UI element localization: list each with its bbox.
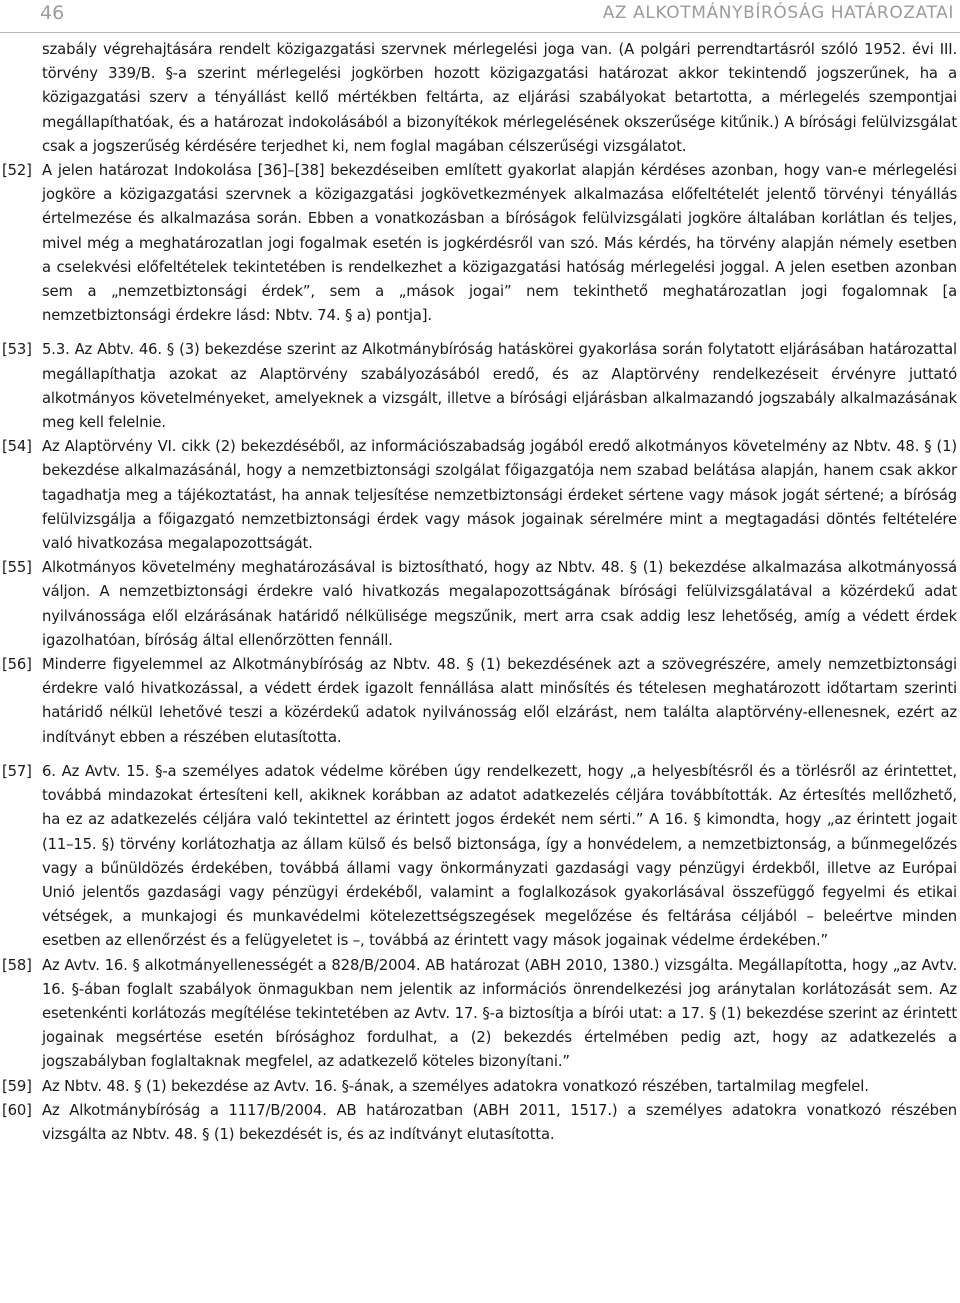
paragraph-number: [54]: [2, 438, 32, 456]
paragraph-text: Az Avtv. 16. § alkotmányellenességét a 828/B/2004. AB határozat (ABH 2010, 1380.) vizsgálta. Megállapította, hogy „az Avtv. 16. §-ában foglalt szabályok önmagukban nem jelentik az információs önrendelkezési jog aránytalan korlátozását sem. Az esetenkénti korlátozás megítélése tekintetében az Avtv. 17. §-a biztosítja a bírói utat: a 17. § (1) bekezdése szerint az érintett jogainak megsértése esetén bírósághoz fordulhat, a (2) bekezdés értelmében pedig azt, hogy az adatkezelés a jogszabályban foglaltaknak megfelel, az adatkezelő köteles bizonyítani.”: [42, 956, 957, 1071]
paragraph-number: [55]: [2, 559, 32, 577]
paragraph-text: Az Alkotmánybíróság a 1117/B/2004. AB határozatban (ABH 2011, 1517.) a személyes adatokra vonatkozó részében vizsgálta az Nbtv. 48. § (1) bekezdését is, és az indítványt elutasította.: [42, 1101, 957, 1143]
paragraph-number: [60]: [2, 1101, 32, 1119]
paragraph-text: Alkotmányos követelmény meghatározásával is biztosítható, hogy az Nbtv. 48. § (1) bekezdése alkalmazása alkotmányossá váljon. A nemzetbiztonsági érdekre való hivatkozás megalapozottságának bírósági felülvizsgálatával a közérdekű adat nyilvánossága elől elzárásának határidő nélkülisége megszűnik, mert arra csak addig lesz lehetőség, amíg a védett érdek igazolhatóan, bíróság által ellenőrzötten fennáll.: [42, 559, 957, 649]
page-number: 46: [40, 2, 65, 24]
paragraph-text: A jelen határozat Indokolása [36]–[38] bekezdéseiben említett gyakorlat alapján kérdéses azonban, hogy van-e mérlegelési jogköre a közigazgatási szervnek a közigazgatási jogkövetkezmények alkalmazása előfeltételét jelentő törvényi tényállás értelmezése és alkalmazása során. Ebben a vonatkozásban a bíróságok felülvizsgálati jogköre általában korlátlan és teljes, mivel még a meghatározatlan jogi fogalmak esetén is jogkérdésről van szó. Más kérdés, ha törvény alapján némely esetben a cselekvési előfeltételek tekintetében is rendelkezhet a közigazgatási hatóság mérlegelési joggal. A jelen esetben azonban sem a „nemzetbiztonsági érdek”, sem a „mások jogai” nem tekinthető meghatározatlan jogi fogalomnak [a nemzetbiztonsági érdekre lásd: Nbtv. 74. § a) pontja].: [42, 162, 957, 325]
paragraph-number: [56]: [2, 656, 32, 674]
document-body: [0, 38, 960, 1147]
running-title: AZ ALKOTMÁNYBÍRÓSÁG HATÁROZATAI: [602, 3, 954, 23]
paragraph-number: [58]: [2, 956, 32, 974]
paragraph-text: 6. Az Avtv. 15. §-a személyes adatok védelme körében úgy rendelkezett, hogy „a helyesbítésről és a törlésről az érintettet, továbbá mindazokat értesíteni kell, akiknek korábban az adatot adatkezelés céljára továbbították. Az értesítés mellőzhető, ha ez az adatkezelés céljára való tekintettel az érintett jogos érdekét nem sérti.” A 16. § kimondta, hogy „az érintett jogait (11–15. §) törvény korlátozhatja az állam külső és belső biztonsága, így a honvédelem, a nemzetbiztonság, a bűnmegelőzés vagy a bűnüldözés érdekében, továbbá állami vagy önkormányzati gazdasági vagy pénzügyi érdekből, illetve az Európai Unió jelentős gazdasági vagy pénzügyi érdekéből, valamint a foglalkozások gyakorlásával összefüggő fegyelmi és etikai vétségek, a munkajogi és munkavédelmi kötelezettségszegések megelőzése és feltárása céljából – beleértve minden esetben az ellenőrzést és a felügyeletet is –, továbbá az érintett vagy mások jogainak védelme érdekében.”: [42, 762, 957, 950]
paragraph-58: [0, 954, 960, 1075]
running-header: [0, 0, 960, 33]
paragraph-number: [52]: [2, 162, 32, 180]
paragraph-55: [0, 556, 960, 653]
paragraph-text: 5.3. Az Abtv. 46. § (3) bekezdése szerint az Alkotmánybíróság hatáskörei gyakorlása során folytatott eljárásában határozattal megállapíthatja azokat az Alaptörvény szabályozásából eredő, és az Alaptörvény rendelkezéseit érvényre juttató alkotmányos követelményeket, amelyeknek a vizsgált, illetve a bírósági eljárásban alkalmazandó jogszabály alkalmazásának meg kell felelnie.: [42, 341, 957, 432]
paragraph-text: Minderre figyelemmel az Alkotmánybíróság az Nbtv. 48. § (1) bekezdésének azt a szövegrészére, amely nemzetbiztonsági érdekre való hivatkozással, a védett érdek igazolt fennállása alatt minősítés és tételesen meghatározott időtartam szerinti határidő nélkül lehetővé teszi a közérdekű adatok nyilvánosság elől elzárást, nem találta alaptörvény-ellenesnek, ezért az indítványt ebben a részében elutasította.: [42, 656, 957, 746]
paragraph-number: [59]: [2, 1077, 32, 1095]
paragraph-59: [0, 1075, 960, 1099]
paragraph-57: [0, 760, 960, 954]
paragraph-60: [0, 1099, 960, 1147]
paragraph-54: [0, 435, 960, 556]
paragraph-number: [57]: [2, 762, 32, 780]
paragraph-text: Az Alaptörvény VI. cikk (2) bekezdéséből, az információszabadság jogából eredő alkotmányos követelmény az Nbtv. 48. § (1) bekezdése alkalmazásánál, hogy a nemzetbiztonsági szolgálat főigazgatója nem szabad belátása alapján, hanem csak akkor tagadhatja meg a tájékoztatást, ha annak teljesítése nemzetbiztonsági érdeket sértene vagy mások jogát sértené; a bíróság felülvizsgálja a főigazgató nemzetbiztonsági érdek vagy mások jogainak sérelmére mint a megtagadási döntés feltételére való hivatkozása megalapozottságát.: [42, 438, 957, 553]
paragraph-52: [0, 159, 960, 328]
paragraph-continued: [0, 38, 960, 159]
paragraph-53: [0, 338, 960, 435]
paragraph-text: Az Nbtv. 48. § (1) bekezdése az Avtv. 16. §-ának, a személyes adatokra vonatkozó részében, tartalmilag megfelel.: [42, 1077, 869, 1095]
paragraph-text: szabály végrehajtására rendelt közigazgatási szervnek mérlegelési joga van. (A polgári perrendtartásról szóló 1952. évi III. törvény 339/B. §-a szerint mérlegelési jogkörben hozott közigazgatási határozat akkor tekintendő jogszerűnek, ha a közigazgatási szerv a tényállást kellő mértékben feltárta, az eljárási szabályokat betartotta, a mérlegelés szempontjai megállapíthatóak, és a határozat indokolásából a bizonyítékok mérlegelésének okszerűsége kitűnik.) A bírósági felülvizsgálat csak a jogszerűség kérdésére terjedhet ki, nem foglal magában célszerűségi vizsgálatot.: [42, 41, 957, 155]
paragraph-56: [0, 653, 960, 750]
paragraph-number: [53]: [2, 341, 32, 359]
